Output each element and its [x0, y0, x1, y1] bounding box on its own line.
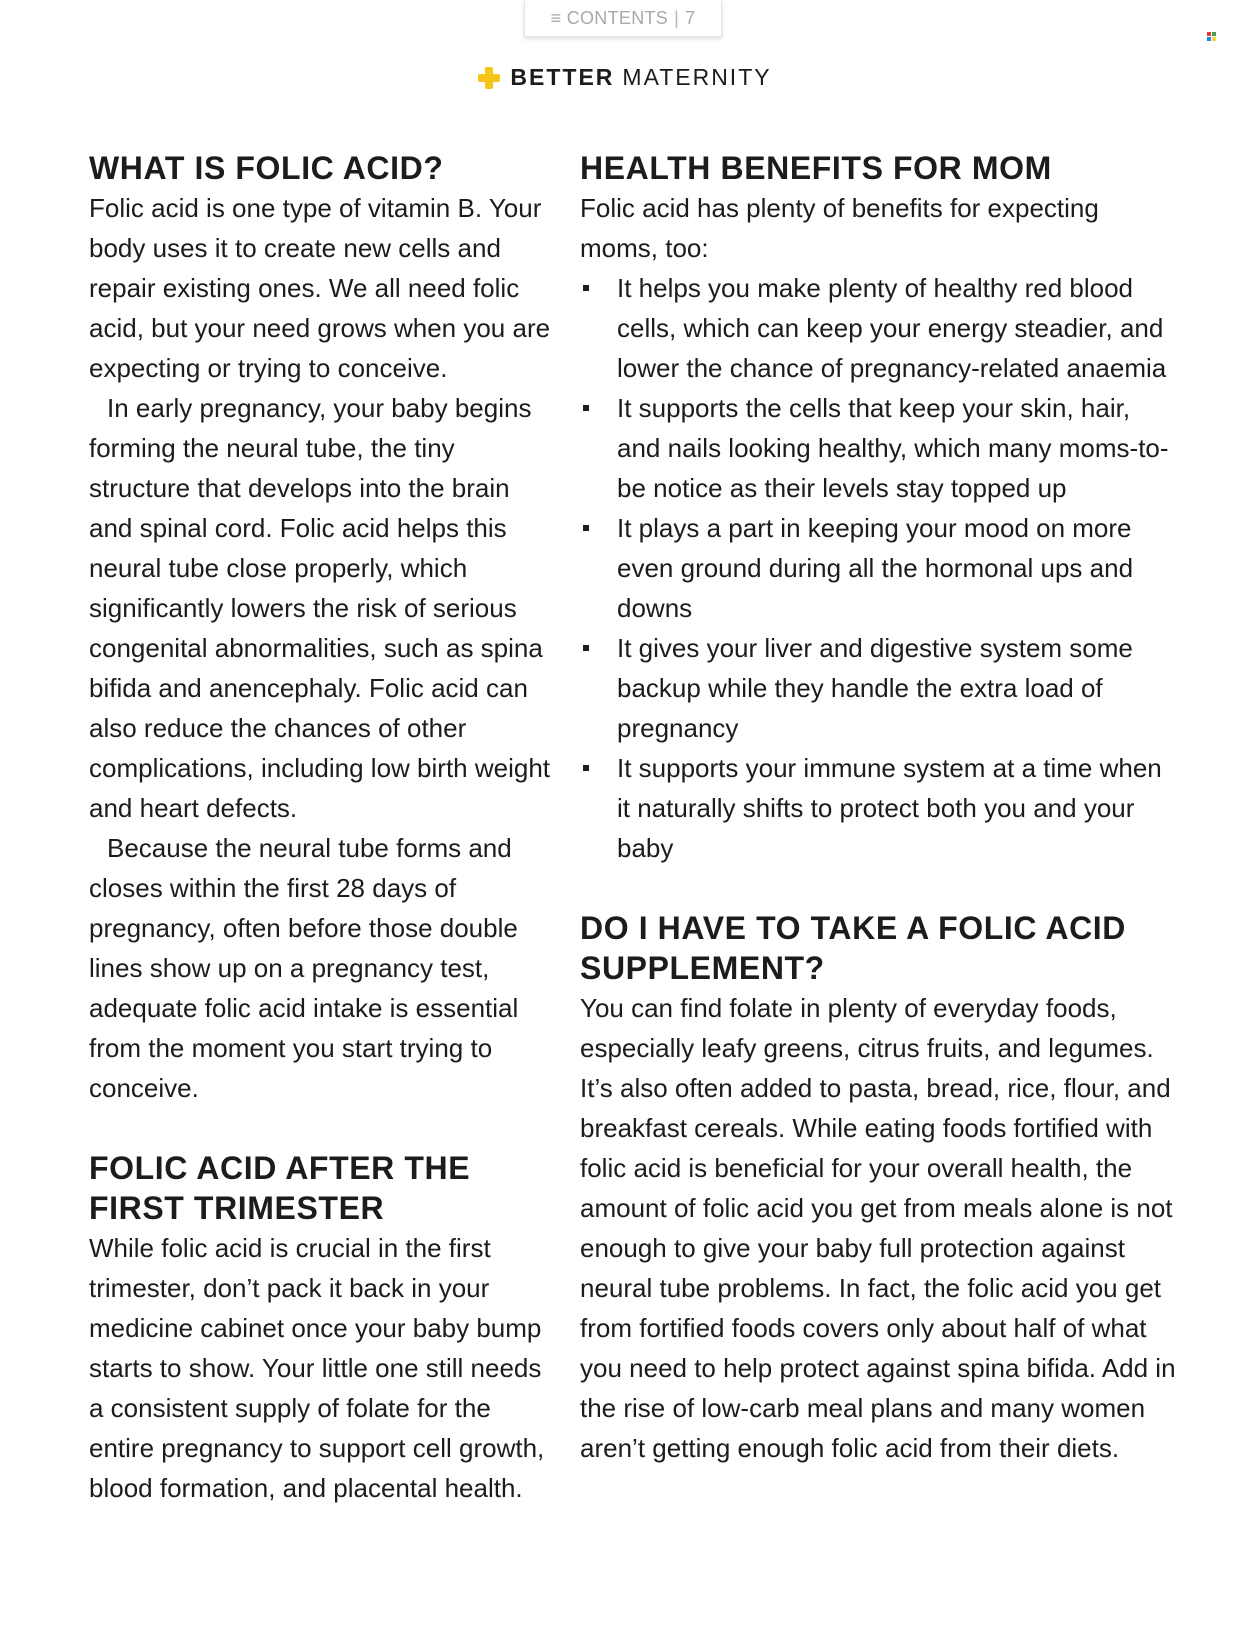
paragraph-benefits-intro: Folic acid has plenty of benefits for expecting moms, too:: [580, 193, 1099, 263]
plus-logo-icon: [478, 67, 500, 89]
tab-separator: |: [674, 7, 680, 28]
list-item: It plays a part in keeping your mood on more even ground during all the hormonal ups and downs: [580, 508, 1180, 628]
contents-tab[interactable]: [524, 0, 722, 37]
left-column: [89, 148, 559, 1508]
paragraph-after-first-trimester: While folic acid is crucial in the first trimester, don’t pack it back in your medicine cabinet once your baby bump starts to show. Your little one still needs a consistent supply of folate for the entire pregnancy to support cell growth, blood formation, and placental health.: [89, 1233, 545, 1503]
paragraph-early-pregnancy: In early pregnancy, your baby begins forming the neural tube, the tiny structure that develops into the brain and spinal cord. Folic acid helps this neural tube close properly, which significantly lowers the risk of serious congenital abnormalities, such as spina bifida and anencephaly. Folic acid can also reduce the chances of other complications, including low birth weight and heart defects.: [89, 393, 551, 823]
list-item: It supports your immune system at a time when it naturally shifts to protect both you and your baby: [580, 748, 1180, 868]
brand-name-light: MATERNITY: [622, 64, 772, 90]
heading-health-benefits: HEALTH BENEFITS FOR MOM: [580, 150, 1052, 186]
corner-color-mark-icon: [1207, 32, 1216, 41]
page-number: 7: [685, 7, 696, 28]
bullet-icon: [583, 645, 589, 651]
list-item: It helps you make plenty of healthy red blood cells, which can keep your energy steadier, and lower the chance of pregnancy-related anaemia: [580, 268, 1180, 388]
list-item: It supports the cells that keep your skin, hair, and nails looking healthy, which many moms-to-be notice as their levels stay topped up: [580, 388, 1180, 508]
right-column: [580, 148, 1180, 1468]
brand-name-bold: BETTER: [510, 64, 615, 90]
paragraph-what-is: Folic acid is one type of vitamin B. Your body uses it to create new cells and repair existing ones. We all need folic acid, but your need grows when you are expecting or trying to conceive.: [89, 193, 551, 383]
bullet-icon: [583, 765, 589, 771]
bullet-icon: [583, 525, 589, 531]
contents-label[interactable]: ≡ CONTENTS: [550, 7, 669, 28]
brand-header: [0, 64, 1250, 91]
heading-supplement: DO I HAVE TO TAKE A FOLIC ACID SUPPLEMENT?: [580, 910, 1126, 986]
heading-after-first-trimester: FOLIC ACID AFTER THE FIRST TRIMESTER: [89, 1150, 471, 1226]
paragraph-supplement: You can find folate in plenty of everyday foods, especially leafy greens, citrus fruits, and legumes. It’s also often added to pasta, bread, rice, flour, and breakfast cereals. While eating foods fortified with folic acid is beneficial for your overall health, the amount of folic acid you get from meals alone is not enough to give your baby full protection against neural tube problems. In fact, the folic acid you get from fortified foods covers only about half of what you need to help protect against spina bifida. Add in the rise of low-carb meal plans and many women aren’t getting enough folic acid from their diets.: [580, 993, 1176, 1463]
benefits-list: [580, 268, 1180, 868]
paragraph-neural-tube: Because the neural tube forms and closes within the first 28 days of pregnancy, often before those double lines show up on a pregnancy test, adequate folic acid intake is essential from the moment you start trying to conceive.: [89, 833, 519, 1103]
list-item: It gives your liver and digestive system some backup while they handle the extra load of pregnancy: [580, 628, 1180, 748]
bullet-icon: [583, 405, 589, 411]
bullet-icon: [583, 285, 589, 291]
heading-what-is-folic-acid: WHAT IS FOLIC ACID?: [89, 150, 444, 186]
